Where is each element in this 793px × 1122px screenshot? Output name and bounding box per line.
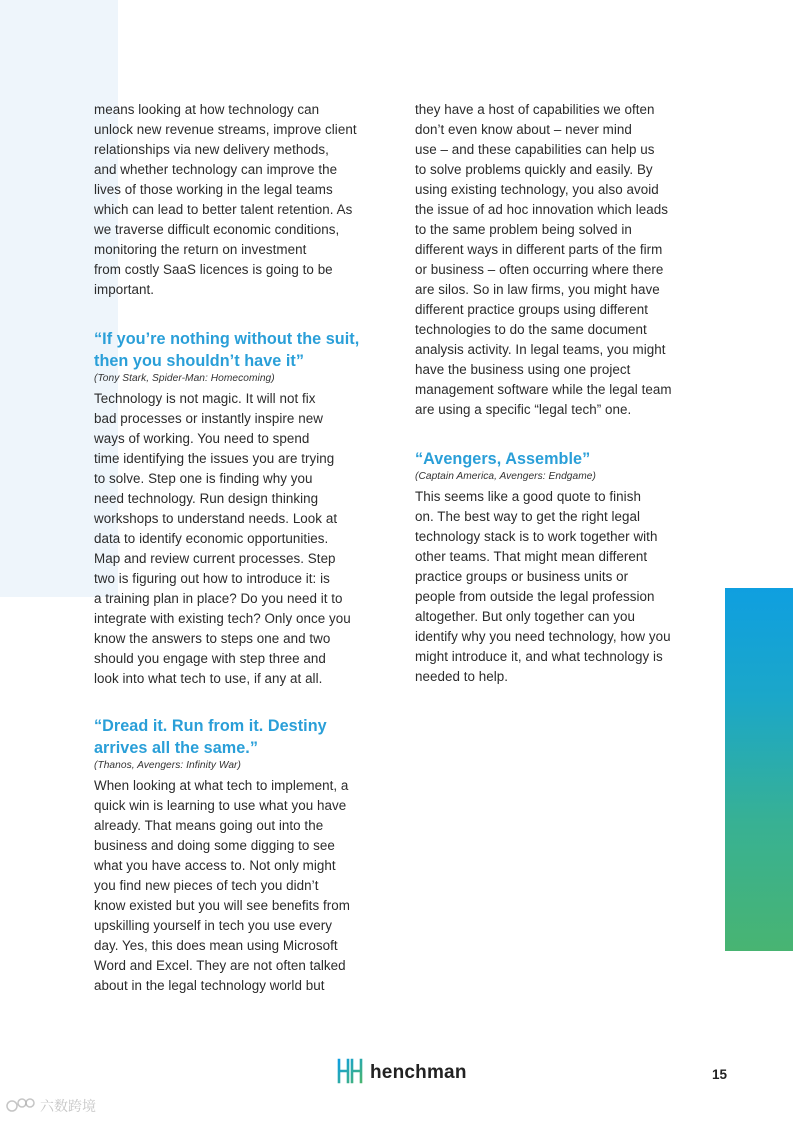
watermark-text: 六数跨境 bbox=[40, 1098, 96, 1114]
quote-heading-thanos: “Dread it. Run from it. Destiny arrives all the same.” bbox=[94, 717, 327, 757]
footer-logo bbox=[336, 1058, 467, 1088]
gradient-side-bar bbox=[725, 588, 793, 951]
right-column bbox=[415, 100, 705, 687]
quote-source-captain-america: (Captain America, Avengers: Endgame) bbox=[415, 471, 596, 482]
page-number: 15 bbox=[712, 1067, 728, 1082]
body-paragraph-quick-win: When looking at what tech to implement, a quick win is learning to use what you have already. That means going out into the business and doing some digging to see what you have access to. Not only might you find new pieces of tech you didn’t know existed but you will see benefits from upskilling yourself in tech you use every day. Yes, this does mean using Microsoft Word and Excel. They are not often talked about in the legal technology world but bbox=[94, 778, 350, 993]
body-paragraph-technology: Technology is not magic. It will not fix bad processes or instantly inspire new ways of working. You need to spend time identifying the issues you are trying to solve. Step one is finding why you need technology. Run design thinking workshops to understand needs. Look at data to identify economic opportunities. Map and review current processes. Step two is figuring out how to introduce it: is a training plan in place? Do you need it to integrate with existing tech? Only once you know the answers to steps one and two should you engage with step three and look into what tech to use, if any at all. bbox=[94, 391, 351, 686]
henchman-logo-icon bbox=[336, 1057, 364, 1090]
quote-source-iron-man: (Tony Stark, Spider-Man: Homecoming) bbox=[94, 373, 275, 384]
watermark bbox=[6, 1096, 96, 1116]
quote-heading-captain-america: “Avengers, Assemble” bbox=[415, 450, 591, 468]
continued-paragraph: they have a host of capabilities we often don’t even know about – never mind use – and these capabilities can help us to solve problems quickly and easily. By using existing technology, you also avoid the issue of ad hoc innovation which leads to the same problem being solved in different ways in different parts of the firm or business – often occurring where there are silos. So in law firms, you might have different practice groups using different technologies to do the same document analysis activity. In legal teams, you might have the business using one project management software while the legal team are using a specific “legal tech” one. bbox=[415, 102, 672, 417]
watermark-logo-icon bbox=[6, 1097, 36, 1116]
brand-name: henchman bbox=[370, 1062, 467, 1083]
intro-paragraph: means looking at how technology can unlock new revenue streams, improve client relationships via new delivery methods, and whether technology can improve the lives of those working in the legal teams which can lead to better talent retention. As we traverse difficult economic conditions, monitoring the return on investment from costly SaaS licences is going to be important. bbox=[94, 102, 357, 297]
body-paragraph-assemble: This seems like a good quote to finish on. The best way to get the right legal technology stack is to work together with other teams. That might mean different practice groups or business units or people from outside the legal profession altogether. But only together can you identify why you need technology, how you might introduce it, and what technology is needed to help. bbox=[415, 489, 671, 684]
left-column bbox=[94, 100, 384, 996]
quote-heading-iron-man: “If you’re nothing without the suit, then you shouldn’t have it” bbox=[94, 330, 360, 370]
quote-source-thanos: (Thanos, Avengers: Infinity War) bbox=[94, 760, 241, 771]
